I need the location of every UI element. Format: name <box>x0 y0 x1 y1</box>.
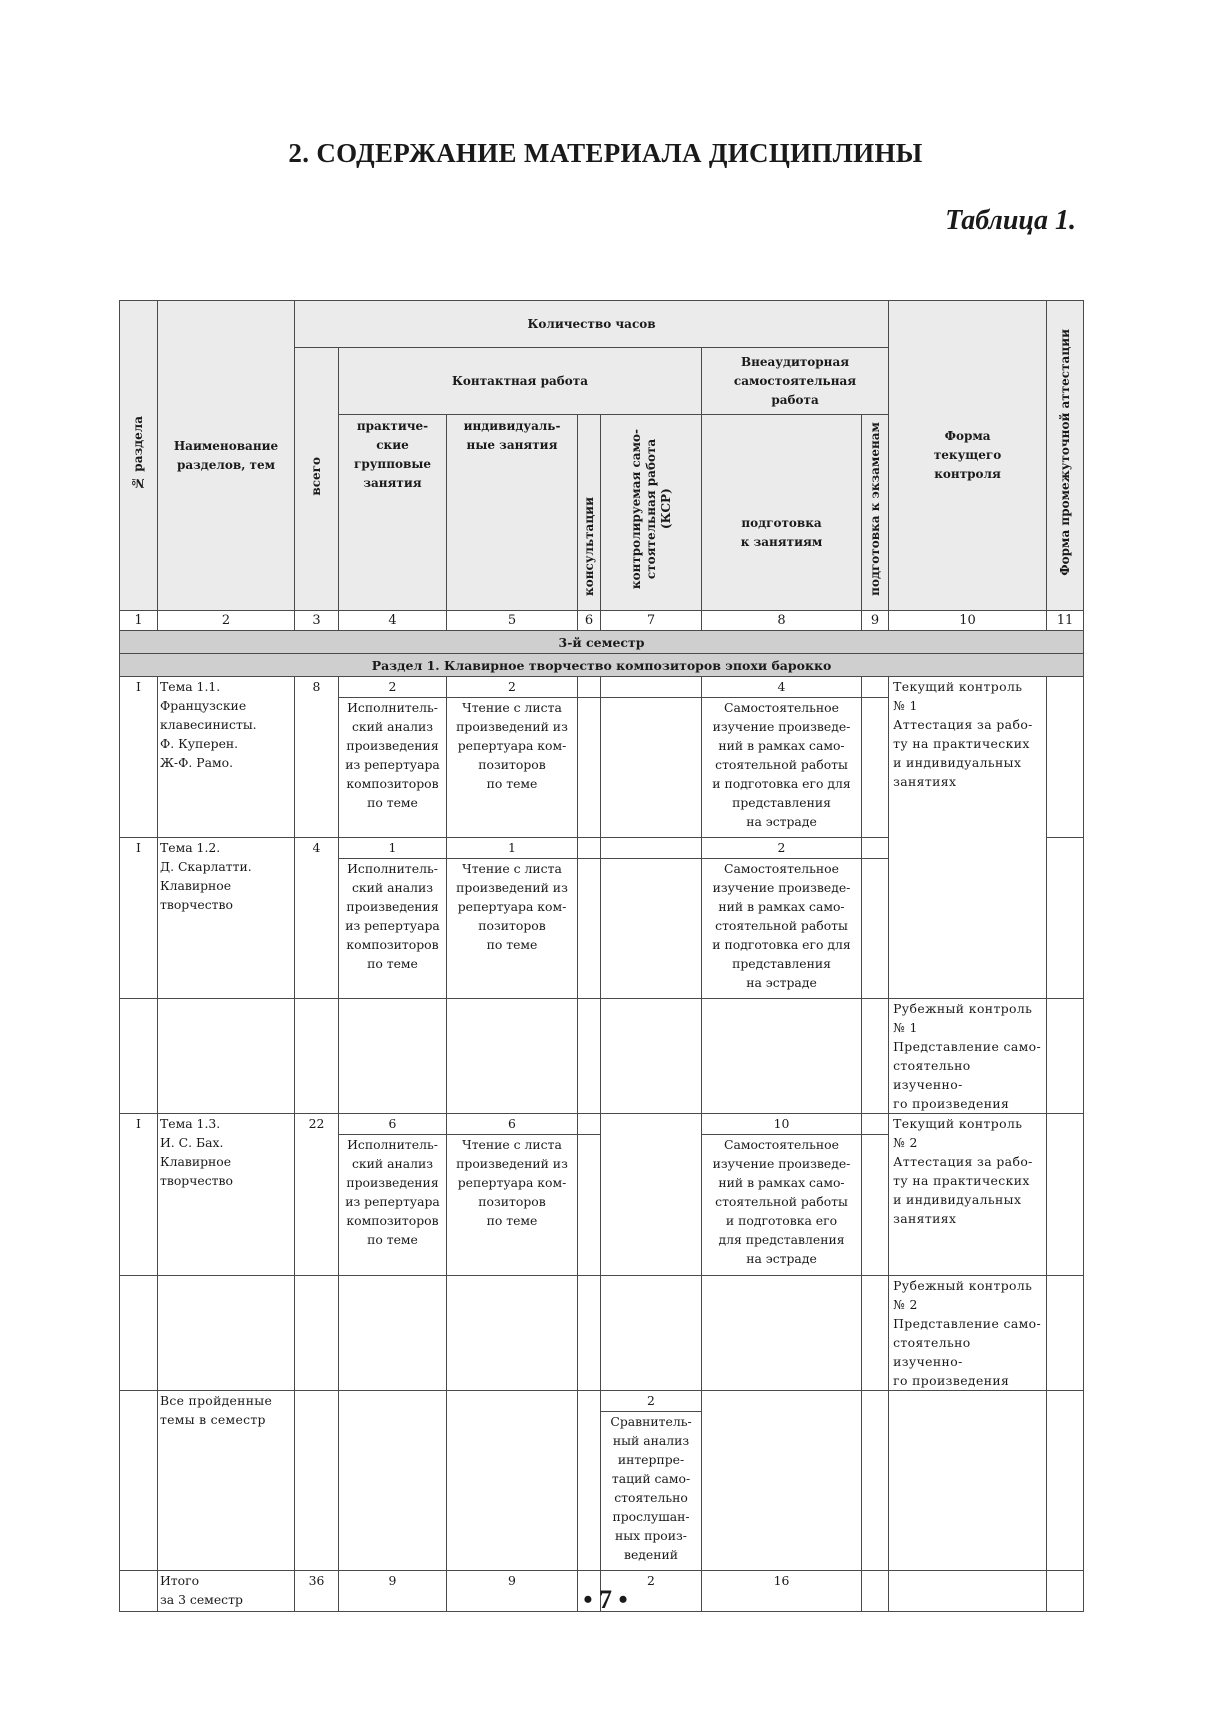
header-name: Наименование разделов, тем <box>158 301 295 611</box>
header-individual: индивидуаль- ные занятия <box>447 415 578 611</box>
col-number: 11 <box>1047 611 1084 631</box>
header-prep: подготовка к занятиям <box>702 415 862 611</box>
empty-cell <box>339 1391 447 1571</box>
empty-cell <box>447 1276 578 1391</box>
empty-cell <box>295 1391 339 1571</box>
empty-cell <box>158 1276 295 1391</box>
col-number: 5 <box>447 611 578 631</box>
total-prep: 16 <box>702 1571 862 1612</box>
header-practical: практиче- ские групповые занятия <box>339 415 447 611</box>
header-current-control: Форма текущего контроля <box>889 301 1047 611</box>
col-number: 10 <box>889 611 1047 631</box>
header-section-no: № раздела <box>120 301 158 611</box>
empty-cell <box>601 1276 702 1391</box>
topic-section-no: I <box>120 1114 158 1276</box>
topic-exam-prep <box>862 1114 889 1276</box>
empty-cell <box>862 1276 889 1391</box>
topic-ksr <box>601 677 702 838</box>
milestone-control: Рубежный контроль № 2 Представление само- стоятельно изученно- го произведения <box>889 1276 1047 1391</box>
empty-cell <box>1047 1276 1084 1391</box>
topic-name: Тема 1.1. Французские клавесинисты. Ф. Куперен. Ж-Ф. Рамо. <box>158 677 295 838</box>
table-row-milestone-1 <box>120 999 1084 1114</box>
page-number: • 7 • <box>583 1585 628 1614</box>
topic-total: 22 <box>295 1114 339 1276</box>
topic-consult <box>578 838 601 999</box>
col-number: 2 <box>158 611 295 631</box>
topic-section-no: I <box>120 838 158 999</box>
total-hours: 36 <box>295 1571 339 1612</box>
total-name: Итого за 3 семестр <box>158 1571 295 1612</box>
topic-individual: 1 Чтение с листа произведений из репертуара ком- позиторов по теме <box>447 838 578 999</box>
empty-cell <box>447 1391 578 1571</box>
header-hours: Количество часов <box>295 301 889 348</box>
empty-cell <box>702 1276 862 1391</box>
header-ksr: контролируемая само- стоятельная работа (КСР) <box>601 415 702 611</box>
empty-cell <box>601 999 702 1114</box>
col-number: 1 <box>120 611 158 631</box>
topic-name: Тема 1.3. И. С. Бах. Клавирное творчество <box>158 1114 295 1276</box>
col-number: 8 <box>702 611 862 631</box>
empty-cell <box>889 1391 1047 1571</box>
empty-cell <box>120 1276 158 1391</box>
header-extracurricular: Внеаудиторная самостоятельная работа <box>702 348 889 415</box>
table-row-all-topics <box>120 1391 1084 1571</box>
empty-cell <box>120 999 158 1114</box>
empty-cell <box>702 1391 862 1571</box>
topic-ksr <box>601 838 702 999</box>
empty-cell <box>339 999 447 1114</box>
topic-ksr <box>601 1114 702 1276</box>
col-number: 9 <box>862 611 889 631</box>
milestone-control: Рубежный контроль № 1 Представление само- стоятельно изученно- го произведения <box>889 999 1047 1114</box>
table-row-topic-1-1 <box>120 677 1084 838</box>
total-ksr: 2 <box>601 1571 702 1612</box>
section-band: Раздел 1. Клавирное творчество композиторов эпохи барокко <box>120 654 1084 677</box>
col-number: 3 <box>295 611 339 631</box>
col-number: 7 <box>601 611 702 631</box>
section-band-row <box>120 654 1084 677</box>
topic-practical: 1 Исполнитель- ский анализ произведения из репертуара композиторов по теме <box>339 838 447 999</box>
section-heading: 2. СОДЕРЖАНИЕ МАТЕРИАЛА ДИСЦИПЛИНЫ <box>288 138 923 168</box>
col-number: 4 <box>339 611 447 631</box>
topic-practical: 6 Исполнитель- ский анализ произведения из репертуара композиторов по теме <box>339 1114 447 1276</box>
topic-individual: 6 Чтение с листа произведений из репертуара ком- позиторов по теме <box>447 1114 578 1276</box>
topic-total: 8 <box>295 677 339 838</box>
topic-prep: 2 Самостоятельное изучение произведе- ний в рамках само- стоятельной работы и подготовка его для представления на эстраде <box>702 838 862 999</box>
topic-prep: 10 Самостоятельное изучение произведе- ний в рамках само- стоятельной работы и подготовка его для представления на эстраде <box>702 1114 862 1276</box>
table-caption: Таблица 1. <box>945 205 1076 236</box>
empty-cell <box>1047 1391 1084 1571</box>
semester-band-row <box>120 631 1084 654</box>
col-number: 6 <box>578 611 601 631</box>
empty-cell <box>578 1276 601 1391</box>
header-consult: консультации <box>578 415 601 611</box>
header-total: всего <box>295 348 339 611</box>
topic-individual: 2 Чтение с листа произведений из репертуара ком- позиторов по теме <box>447 677 578 838</box>
all-topics-name: Все пройденные темы в семестр <box>158 1391 295 1571</box>
topic-section-no: I <box>120 677 158 838</box>
topic-exam-prep <box>862 677 889 838</box>
topic-current-control: Текущий контроль № 1 Аттестация за рабо- ту на практических и индивидуальных занятиях <box>889 677 1047 999</box>
total-individual: 9 <box>447 1571 578 1612</box>
empty-cell <box>578 999 601 1114</box>
total-practical: 9 <box>339 1571 447 1612</box>
header-row-1 <box>120 301 1084 348</box>
topic-consult <box>578 1114 601 1276</box>
empty-cell <box>295 1276 339 1391</box>
all-topics-ksr: 2 Сравнитель- ный анализ интерпре- таций само- стоятельно прослушан- ных произ- ведений <box>601 1391 702 1571</box>
empty-cell <box>295 999 339 1114</box>
topic-prep: 4 Самостоятельное изучение произведе- ний в рамках само- стоятельной работы и подготовка его для представления на эстраде <box>702 677 862 838</box>
topic-name: Тема 1.2. Д. Скарлатти. Клавирное творчество <box>158 838 295 999</box>
topic-interim <box>1047 838 1084 999</box>
empty-cell <box>702 999 862 1114</box>
empty-cell <box>120 1391 158 1571</box>
topic-interim <box>1047 1114 1084 1276</box>
table-row-milestone-2 <box>120 1276 1084 1391</box>
header-contact: Контактная работа <box>339 348 702 415</box>
topic-practical: 2 Исполнитель- ский анализ произведения из репертуара композиторов по теме <box>339 677 447 838</box>
topic-consult <box>578 677 601 838</box>
empty-cell <box>339 1276 447 1391</box>
empty-cell <box>1047 999 1084 1114</box>
discipline-content-table <box>119 300 1084 1612</box>
topic-interim <box>1047 677 1084 838</box>
topic-current-control: Текущий контроль № 2 Аттестация за рабо- ту на практических и индивидуальных занятиях <box>889 1114 1047 1276</box>
header-exam-prep: подготовка к экзаменам <box>862 415 889 611</box>
empty-cell <box>862 1391 889 1571</box>
topic-total: 4 <box>295 838 339 999</box>
empty-cell <box>158 999 295 1114</box>
empty-cell <box>447 999 578 1114</box>
table-row-topic-1-3 <box>120 1114 1084 1276</box>
empty-cell <box>862 999 889 1114</box>
header-interim: Форма промежуточной аттестации <box>1047 301 1084 611</box>
column-number-row <box>120 611 1084 631</box>
semester-band: 3-й семестр <box>120 631 1084 654</box>
topic-exam-prep <box>862 838 889 999</box>
empty-cell <box>578 1391 601 1571</box>
